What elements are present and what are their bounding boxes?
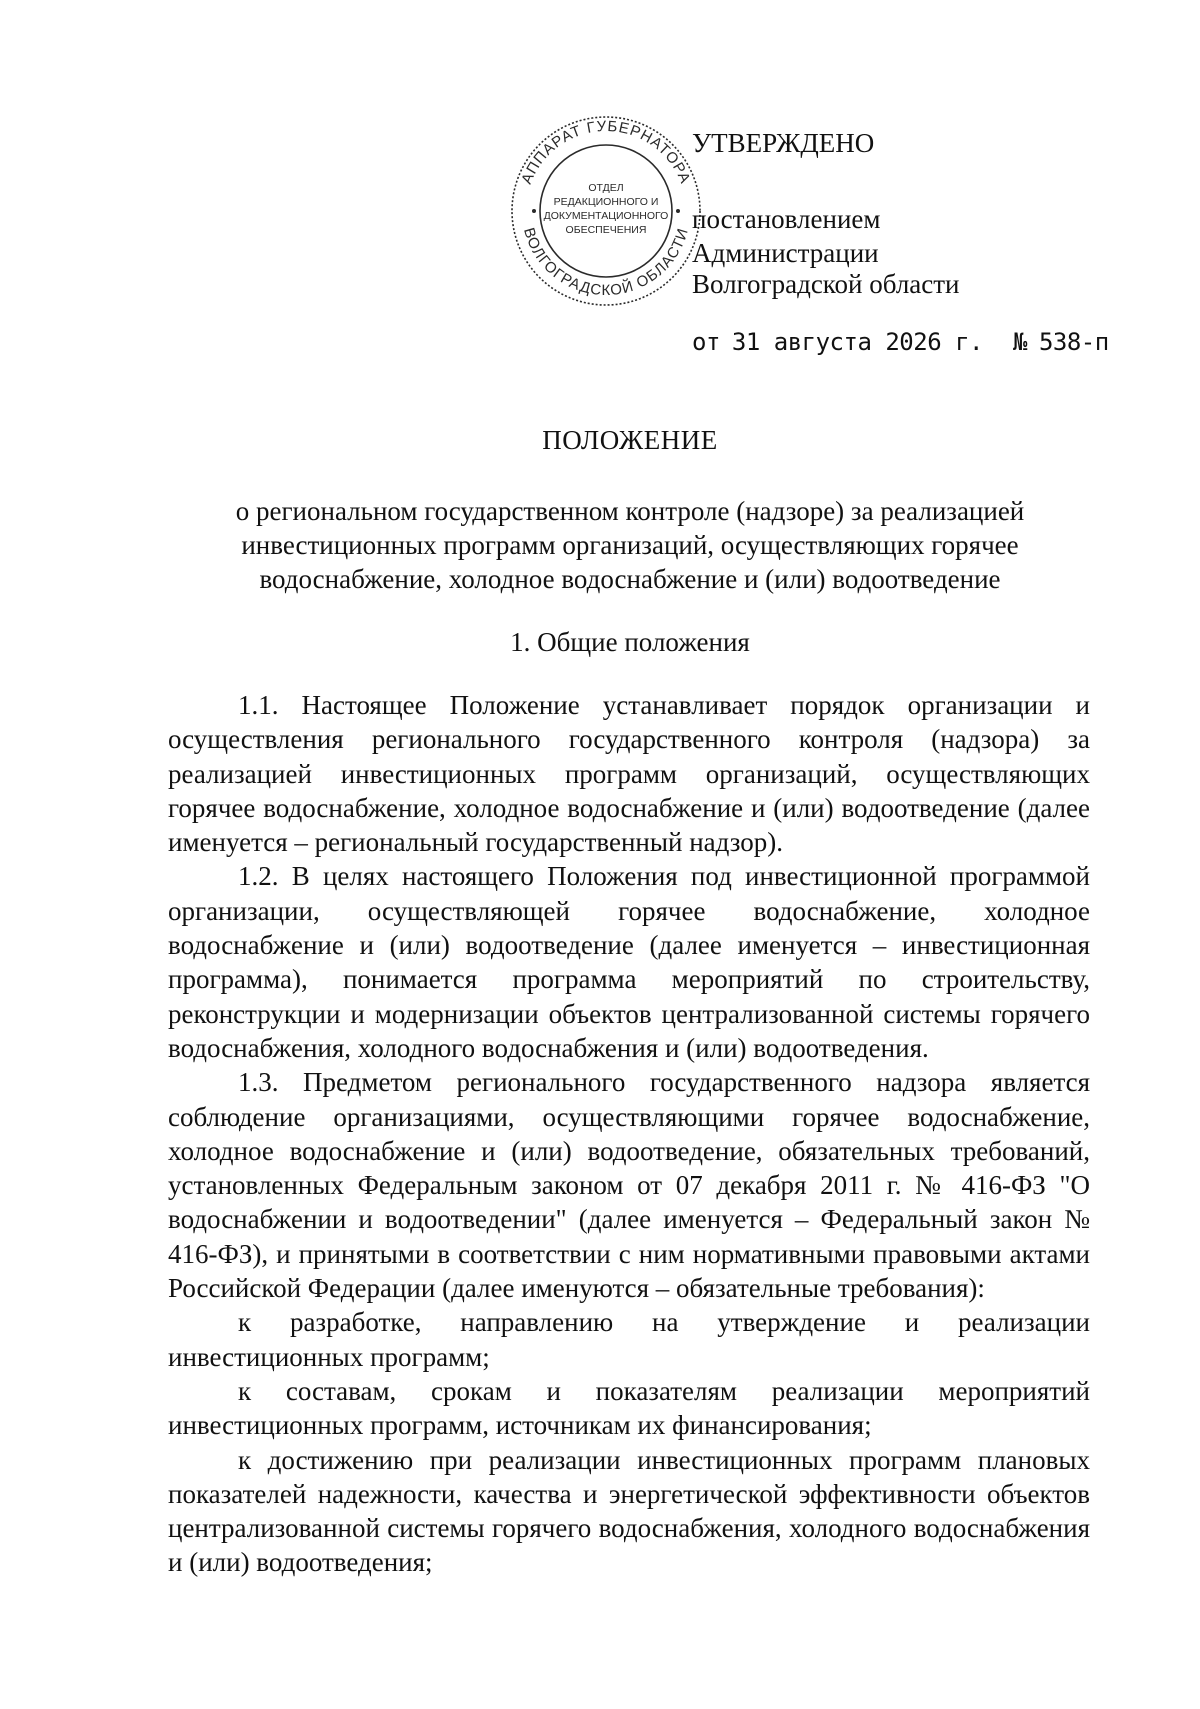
document-body [168, 688, 1090, 1580]
approval-approved: УТВЕРЖДЕНО [692, 128, 875, 158]
seal-center-line-1: ОТДЕЛ [588, 182, 624, 194]
official-seal [508, 113, 704, 309]
approval-administration: Администрации [692, 238, 879, 268]
decree-number-prefix: № [1013, 328, 1027, 356]
requirement-item-2: к составам, срокам и показателям реализации мероприятий инвестиционных программ, источникам их финансирования; [168, 1375, 1090, 1441]
svg-text:ВОЛГОГРАДСКОЙ ОБЛАСТИ: ВОЛГОГРАДСКОЙ ОБЛАСТИ [520, 225, 692, 300]
seal-center-line-2: РЕДАКЦИОННОГО И [553, 196, 659, 208]
paragraph-1-3: 1.3. Предметом регионального государственного надзора является соблюдение организациями, осуществляющими горячее водоснабжение, холодное водоснабжение и (или) водоотведение, обязательных требований, установленных Федеральным законом от 07 декабря 2011 г. № 416-ФЗ "О водоснабжении и водоотведении" (далее именуется – Федеральный закон № 416-ФЗ), и принятыми в соответствии с ним нормативными правовыми актами Российской Федерации (далее именуются – обязательные требования): [168, 1067, 1090, 1304]
section-heading: 1. Общие положения [510, 627, 750, 657]
document-subtitle: о региональном государственном контроле (надзоре) за реализацией инвестиционных программ организаций, осуществляющих горячее водоснабжение, холодное водоснабжение и (или) водоотведение [235, 496, 1025, 594]
requirement-item-1: к разработке, направлению на утверждение и реализации инвестиционных программ; [168, 1307, 1090, 1372]
seal-center-line-4: ОБЕСПЕЧЕНИЯ [565, 224, 647, 236]
paragraph-1-2: 1.2. В целях настоящего Положения под инвестиционной программой организации, осуществляющей горячее водоснабжение, холодное водоснабжение и (или) водоотведение (далее именуется – инвестиционная программа), понимается программа мероприятий по строительству, реконструкции и модернизации объектов централизованной системы горячего водоснабжения, холодного водоснабжения и (или) водоотведения. [168, 861, 1090, 1063]
decree-date: 31 августа 2026 г. [731, 328, 983, 356]
approval-by-decree: постановлением [692, 204, 881, 234]
decree-number: 538-п [1038, 328, 1109, 356]
requirement-item-3: к достижению при реализации инвестиционных программ плановых показателей надежности, качества и энергетической эффективности объектов централизованной системы горячего водоснабжения, холодного водоснабжения и (или) водоотведения; [168, 1444, 1090, 1578]
decree-date-number [692, 328, 1109, 356]
approval-region: Волгоградской области [692, 269, 960, 299]
document-title: ПОЛОЖЕНИЕ [542, 425, 718, 455]
decree-date-prefix: от [692, 328, 720, 356]
seal-center-line-3: ДОКУМЕНТАЦИОННОГО [543, 210, 669, 222]
paragraph-1-1: 1.1. Настоящее Положение устанавливает порядок организации и осуществления регионального государственного контроля (надзора) за реализацией инвестиционных программ организаций, осуществляющих горячее водоснабжение, холодное водоснабжение и (или) водоотведение (далее именуется – региональный государственный надзор). [168, 690, 1090, 858]
svg-text:АППАРАТ ГУБЕРНАТОРА: АППАРАТ ГУБЕРНАТОРА [518, 117, 694, 187]
